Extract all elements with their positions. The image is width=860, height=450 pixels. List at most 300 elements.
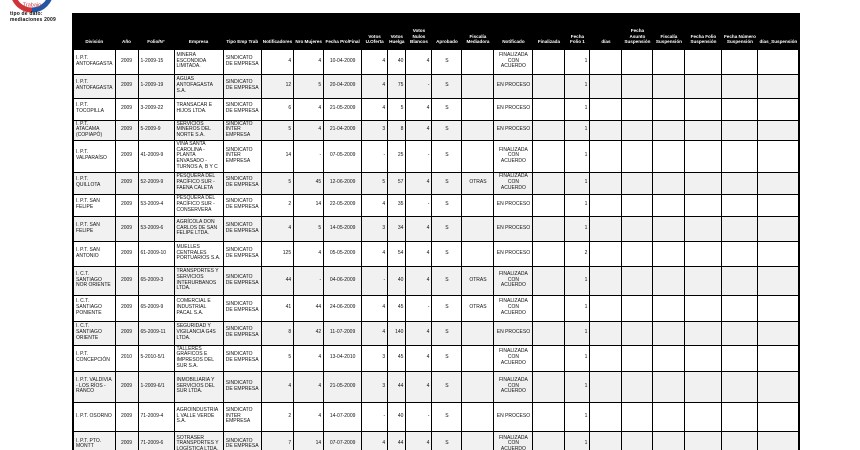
table-cell: 4 [406,431,432,450]
table-cell: 4 [406,49,432,74]
table-cell: S [432,120,462,140]
table-cell: SINDICATO DE EMPRESA [223,49,261,74]
table-cell: - [294,140,324,172]
table-cell: 4 [406,266,432,295]
column-header: Aprobado [432,14,462,49]
table-cell [590,120,622,140]
table-cell: 44 [388,431,406,450]
table-cell [590,194,622,216]
table-cell [758,431,799,450]
table-cell [685,140,722,172]
table-cell: 71-2009-6 [138,431,174,450]
table-cell [590,241,622,266]
table-cell: 1 [565,345,590,371]
table-cell [622,216,653,241]
table-cell: I. P.T. TOCOPILLA [73,98,115,120]
table-cell: MINERA ESCONDIDA LIMITADA. [174,49,223,74]
table-cell: SINDICATO DE EMPRESA [223,194,261,216]
page-caption: tipo de dato: mediaciones 2009 [10,11,57,23]
table-cell [622,295,653,321]
table-cell: 42 [294,321,324,345]
table-cell: 53-2009-4 [138,194,174,216]
table-cell [653,49,685,74]
table-cell [590,49,622,74]
table-cell: 65-2009-11 [138,321,174,345]
table-cell [685,241,722,266]
table-cell: 40 [388,49,406,74]
table-cell [653,295,685,321]
table-cell: 2009 [115,120,138,140]
table-cell [462,49,494,74]
table-cell [758,402,799,431]
table-cell [462,74,494,98]
table-cell: EN PROCESO [494,321,533,345]
table-cell: - [406,194,432,216]
table-cell: I. P.T. OSORNO [73,402,115,431]
table-cell: 4 [406,120,432,140]
table-cell: TRANSACAR E HIJOS LTDA. [174,98,223,120]
table-cell: I. P.T. ATACAMA (COPIAPÓ) [73,120,115,140]
table-row [73,345,799,371]
table-cell [653,345,685,371]
table-cell: 1 [565,431,590,450]
table-cell: I. P.T. VALPARAÍSO [73,140,115,172]
table-cell: 4 [362,321,388,345]
table-cell: 1-2009-15 [138,49,174,74]
table-cell: 7 [261,431,293,450]
column-header: Fecha Pro/Final [324,14,362,49]
table-cell [722,345,758,371]
table-cell [462,345,494,371]
table-cell: I. C.T. SANTIAGO ORIENTE [73,321,115,345]
table-cell: 65-2009-9 [138,295,174,321]
table-cell: - [406,295,432,321]
table-cell: 2 [565,241,590,266]
table-cell [685,371,722,402]
table-cell: 5 [261,120,293,140]
table-cell: 1-2009-19 [138,74,174,98]
table-cell [653,98,685,120]
table-cell [685,172,722,194]
table-cell: I. P.T. CONCEPCIÓN [73,345,115,371]
column-header: Fecha Número Suspensión [722,14,758,49]
table-cell [685,194,722,216]
table-cell [622,194,653,216]
table-cell: 2009 [115,172,138,194]
table-cell: EN PROCESO [494,120,533,140]
table-cell: 14 [294,194,324,216]
table-row [73,241,799,266]
table-cell: 4 [261,216,293,241]
table-cell [722,49,758,74]
table-cell [758,216,799,241]
table-cell: FINALIZADA CON ACUERDO [494,345,533,371]
table-cell [722,172,758,194]
column-header: Votos Huelga [388,14,406,49]
table-row [73,172,799,194]
table-cell: I. C.T. SANTIAGO PONIENTE [73,295,115,321]
table-cell: I. P.T. SAN FELIPE [73,194,115,216]
table-cell: 44 [261,266,293,295]
svg-text:Trabajo: Trabajo [22,2,42,9]
table-cell [462,216,494,241]
table-cell: 5 [362,172,388,194]
table-cell [685,431,722,450]
table-cell [622,371,653,402]
table-cell [653,266,685,295]
table-cell: 4 [362,194,388,216]
table-cell: 41 [261,295,293,321]
table-row [73,140,799,172]
table-cell [722,140,758,172]
table-cell: 3 [362,216,388,241]
table-cell: 21-05-2009 [324,371,362,402]
table-cell: 44 [294,295,324,321]
table-cell: 4 [406,172,432,194]
table-cell: 1 [565,371,590,402]
table-cell: I. P.T. SAN ANTONIO [73,241,115,266]
table-cell [722,266,758,295]
table-cell: 34 [388,216,406,241]
table-cell: FINALIZADA CON ACUERDO [494,266,533,295]
table-cell [533,321,565,345]
table-cell: 14 [294,431,324,450]
table-cell [653,241,685,266]
table-cell: 57 [388,172,406,194]
table-cell: 05-05-2009 [324,241,362,266]
table-cell: S [432,402,462,431]
table-cell: 10-04-2009 [324,49,362,74]
table-cell: 4 [294,49,324,74]
table-cell [722,216,758,241]
table-cell: 61-2009-10 [138,241,174,266]
column-header: Notificado [494,14,533,49]
table-cell [722,120,758,140]
table-cell: 4 [362,74,388,98]
table-cell: 4 [406,345,432,371]
table-cell: 2009 [115,194,138,216]
column-header: Votos U.Oferta [362,14,388,49]
table-cell: 1 [565,402,590,431]
table-cell [533,345,565,371]
table-cell [653,321,685,345]
column-header: Año [115,14,138,49]
table-cell [590,266,622,295]
table-cell: 1 [565,321,590,345]
table-cell: PESQUERA DEL PACÍFICO SUR - FAENA CALETA [174,172,223,194]
table-cell [462,321,494,345]
table-cell [462,371,494,402]
table-cell: S [432,49,462,74]
table-cell: 52-2009-9 [138,172,174,194]
table-cell: 2010 [115,345,138,371]
table-header [73,14,799,49]
table-cell [590,98,622,120]
column-header: Fecha Asunto Suspensión [622,14,653,49]
table-row [73,194,799,216]
table-cell [462,402,494,431]
table-cell: 21-04-2009 [324,120,362,140]
table-cell: S [432,295,462,321]
table-cell [622,241,653,266]
table-cell [653,194,685,216]
table-cell: 54 [388,241,406,266]
table-cell [758,194,799,216]
table-row [73,266,799,295]
table-cell [758,74,799,98]
table-cell: VIÑA SANTA CAROLINA - PLANTA ENVASADO - TURNOS A, B Y C [174,140,223,172]
table-cell: 3 [362,120,388,140]
table-cell [685,49,722,74]
table-cell: PESQUERA DEL PACÍFICO SUR - CONSERVERA [174,194,223,216]
table-cell [685,295,722,321]
table-cell: 13-04-2010 [324,345,362,371]
table-cell: SINDICATO DE EMPRESA [223,295,261,321]
table-cell: SINDICATO DE EMPRESA [223,266,261,295]
table-cell [622,49,653,74]
table-cell: 20-04-2009 [324,74,362,98]
table-cell: 2009 [115,295,138,321]
table-cell: I. P.T. VALDIVIA - LOS RÍOS - RANCO [73,371,115,402]
table-cell [758,295,799,321]
table-cell: 5 [388,98,406,120]
table-cell [533,295,565,321]
table-cell: AGROINDUSTRIAL VALLE VERDE S.A. [174,402,223,431]
table-cell: 14-07-2009 [324,402,362,431]
table-cell [758,49,799,74]
table-cell: MUELLES CENTRALES PORTUARIOS S.A. [174,241,223,266]
table-row [73,295,799,321]
table-cell [462,98,494,120]
table-cell: 14 [261,140,293,172]
table-cell: I. P.T. PTO. MONTT [73,431,115,450]
table-cell: 2009 [115,371,138,402]
table-cell [462,194,494,216]
table-cell: 5 [261,172,293,194]
table-cell [722,295,758,321]
table-cell [533,194,565,216]
table-cell: I. P.T. ANTOFAGASTA [73,74,115,98]
table-cell: OTRAS [462,295,494,321]
table-cell [758,241,799,266]
table-cell: 2009 [115,216,138,241]
table-cell: 3 [362,371,388,402]
column-header: Fiscalía Suspensión [653,14,685,49]
table-cell: S [432,241,462,266]
table-cell: FINALIZADA CON ACUERDO [494,431,533,450]
table-cell [653,371,685,402]
column-header: Empresa [174,14,223,49]
table-cell: 1 [565,49,590,74]
table-cell: 2009 [115,98,138,120]
table-cell [722,194,758,216]
table-cell: 45 [388,295,406,321]
table-cell: 22-05-2009 [324,194,362,216]
table-cell: - [406,74,432,98]
table-cell [685,98,722,120]
table-cell [758,345,799,371]
table-cell: 5-2010-5/1 [138,345,174,371]
table-cell: S [432,98,462,120]
table-cell: 25 [388,140,406,172]
table-cell [653,140,685,172]
table-cell: 41-2009-9 [138,140,174,172]
table-cell [685,266,722,295]
table-cell: 2 [261,402,293,431]
column-header: Nro Mujeres [294,14,324,49]
table-cell: SINDICATO DE EMPRESA [223,172,261,194]
table-cell: 4 [362,49,388,74]
table-cell [590,295,622,321]
table-cell: I. P.T. QUILLOTA [73,172,115,194]
table-cell: EN PROCESO [494,74,533,98]
table-cell [590,74,622,98]
table-cell [533,402,565,431]
table-cell: 1 [565,172,590,194]
table-cell [722,98,758,120]
table-cell [533,431,565,450]
table-cell: 75 [388,74,406,98]
column-header: Finalizada [533,14,565,49]
table-cell: 07-07-2009 [324,431,362,450]
table-cell: I. P.T. ANTOFAGASTA [73,49,115,74]
table-cell: 1 [565,216,590,241]
table-cell: 65-2009-3 [138,266,174,295]
table-cell [653,216,685,241]
table-cell: 45 [294,172,324,194]
table-cell [758,321,799,345]
table-cell: 1 [565,140,590,172]
table-cell: 5 [294,216,324,241]
table-cell [685,345,722,371]
column-header: Notificadores [261,14,293,49]
table-cell [758,98,799,120]
table-cell: 4 [362,241,388,266]
table-cell [685,74,722,98]
table-cell: 1 [565,194,590,216]
table-cell: 2009 [115,321,138,345]
table-cell [685,321,722,345]
table-cell: 5 [294,74,324,98]
table-row [73,431,799,450]
table-cell: SOTRASER TRANSPORTES Y LOGÍSTICA LTDA. [174,431,223,450]
table-cell: EN PROCESO [494,216,533,241]
table-cell: SEGURIDAD Y VIGILANCIA G4S LTDA. [174,321,223,345]
table-cell: SINDICATO DE EMPRESA [223,431,261,450]
table-cell: 14-05-2009 [324,216,362,241]
table-cell [622,321,653,345]
table-body [73,49,799,450]
column-header: días_Suspensión [758,14,799,49]
table-cell [722,74,758,98]
table-cell: SINDICATO DE EMPRESA [223,241,261,266]
table-cell [653,120,685,140]
table-cell: SERVICIOS MINEROS DEL NORTE S.A. [174,120,223,140]
table-cell [758,120,799,140]
table-row [73,49,799,74]
table-cell [590,431,622,450]
table-cell [722,431,758,450]
table-cell: 1 [565,266,590,295]
table-cell [622,266,653,295]
table-cell: 3 [362,345,388,371]
table-cell: FINALIZADA CON ACUERDO [494,371,533,402]
table-cell: 4 [406,321,432,345]
table-cell: OTRAS [462,172,494,194]
table-cell [533,241,565,266]
table-cell [590,321,622,345]
table-cell: 1 [565,295,590,321]
table-cell [622,172,653,194]
table-cell: SINDICATO INTER EMPRESA [223,402,261,431]
table-cell: S [432,140,462,172]
table-cell: 4 [406,216,432,241]
table-cell: 6 [261,98,293,120]
table-cell [685,402,722,431]
table-cell: 35 [388,194,406,216]
table-cell: FINALIZADA CON ACUERDO [494,49,533,74]
column-header: Fecha Folio 1 [565,14,590,49]
table-cell: COMERCIAL E INDUSTRIAL PACAL S.A. [174,295,223,321]
table-cell: 4 [294,402,324,431]
table-cell [622,431,653,450]
table-cell [758,172,799,194]
table-cell [533,49,565,74]
table-cell: 5 [261,345,293,371]
table-cell: 45 [388,345,406,371]
table-cell: 71-2009-4 [138,402,174,431]
table-row [73,402,799,431]
column-header: días [590,14,622,49]
column-header: Tipo Emp Trab [223,14,261,49]
table-cell [653,172,685,194]
table-cell: 8 [261,321,293,345]
table-cell: 4 [294,241,324,266]
table-cell [653,74,685,98]
table-cell [533,216,565,241]
table-cell: S [432,321,462,345]
mediaciones-table [72,13,800,450]
table-cell: S [432,172,462,194]
table-cell: EN PROCESO [494,402,533,431]
table-cell: 2009 [115,402,138,431]
table-cell [533,120,565,140]
table-cell: 40 [388,266,406,295]
table-cell [622,402,653,431]
table-cell: 2009 [115,241,138,266]
table-cell: 07-05-2009 [324,140,362,172]
table-cell: 140 [388,321,406,345]
table-cell: 4 [261,371,293,402]
table-cell: - [406,402,432,431]
table-cell [622,140,653,172]
table-cell [533,74,565,98]
table-cell: SINDICATO INTER EMPRESA [223,140,261,172]
table-cell: 40 [388,402,406,431]
table-cell: 4 [362,98,388,120]
table-cell: 2009 [115,49,138,74]
column-header: Fiscalía Mediadora [462,14,494,49]
table-row [73,321,799,345]
table-cell [722,241,758,266]
table-cell: INMOBILIARIA Y SERVICIOS DEL SUR LTDA. [174,371,223,402]
column-header: Votos Nulos Blancos [406,14,432,49]
table-cell: TALLERES GRÁFICOS E IMPRESOS DEL SUR S.A. [174,345,223,371]
column-header: División [73,14,115,49]
table-cell [758,266,799,295]
table-cell [533,98,565,120]
table-cell [622,120,653,140]
